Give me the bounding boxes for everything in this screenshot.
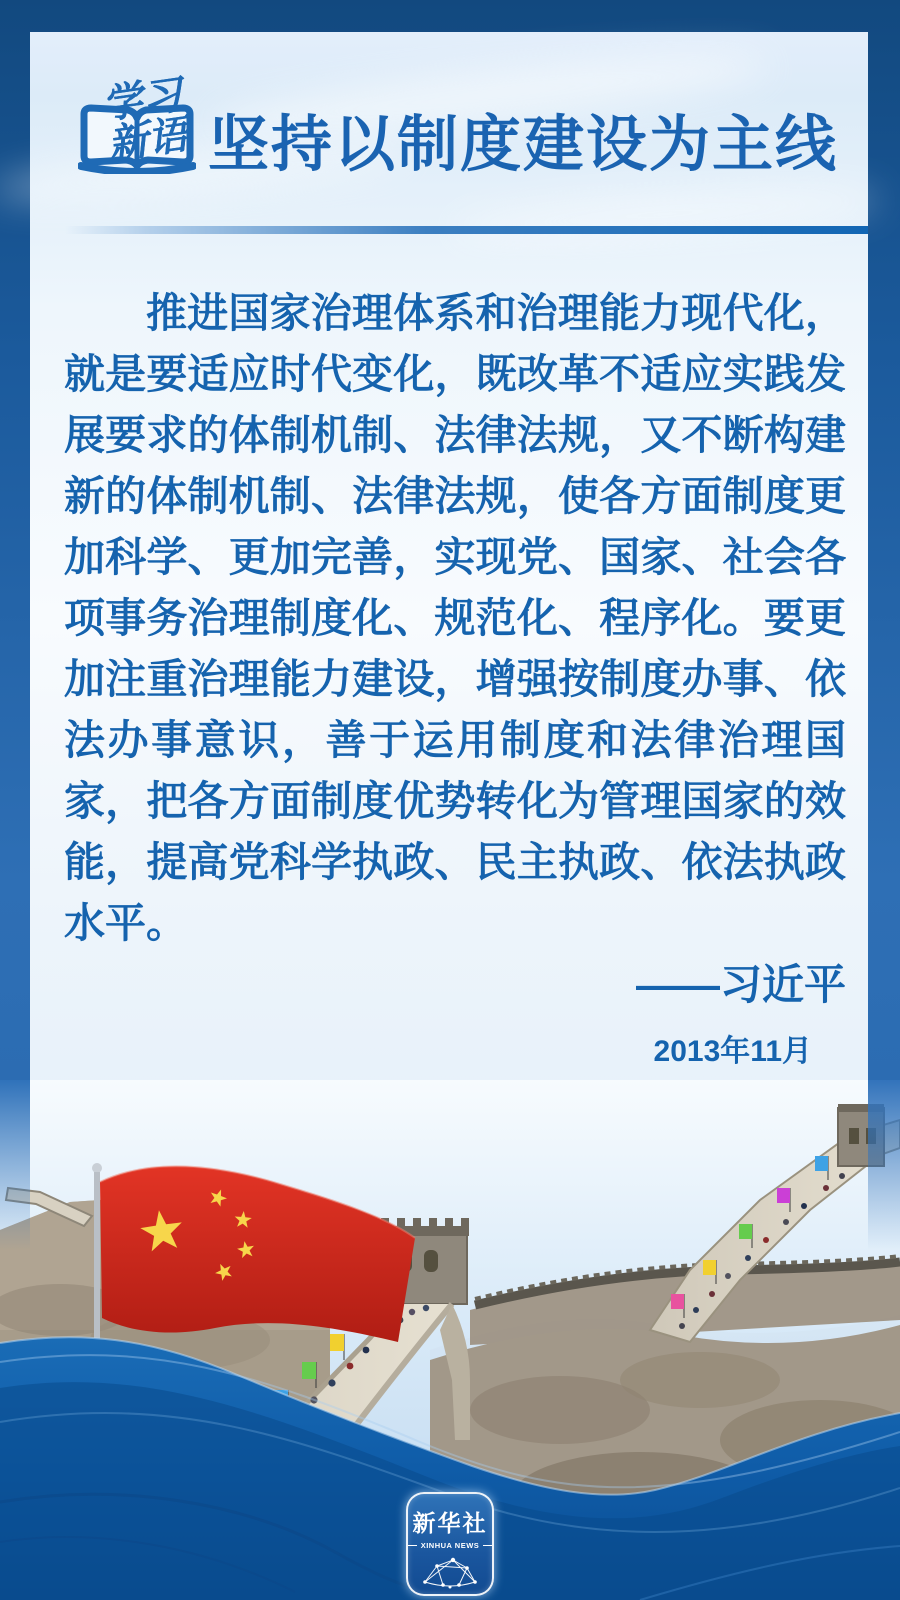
cloud-streak [449,182,880,246]
xinhua-badge-en-row [408,1541,493,1550]
frame-right-fade [868,1080,900,1250]
network-globe-icon [421,1554,479,1590]
xinhua-badge-en: XINHUA NEWS [420,1541,480,1550]
xinhua-badge-cn: 新华社 [412,1510,488,1536]
attribution-author: ——习近平 [635,961,846,1008]
frame-left-fade [0,1080,30,1250]
attribution-date: 2013年11月 [653,1035,812,1068]
brand-logo-text-line1: 学习 [99,72,185,128]
xinhua-badge [406,1492,494,1596]
badge-line-right [483,1545,492,1546]
badge-line-left [408,1545,417,1546]
brand-logo [78,72,196,198]
quote-text: 推进国家治理体系和治理能力现代化，就是要适应时代变化，既改革不适应实践发展要求的体制机制、法律法规，又不断构建新的体制机制、法律法规，使各方面制度更加科学、更加完善，实现党、国家、社会各项事务治理制度化、规范化、程序化。要更加注重治理能力建设，增强按制度办事、依法办事意识，善于运用制度和法律治理国家，把各方面制度优势转化为管理国家的效能，提高党科学执政、民主执政、依法执政水平。 [64,290,846,946]
brand-logo-text-line2: 新语 [105,112,191,168]
title-divider [65,226,868,234]
page-title: 坚持以制度建设为主线 [208,110,839,178]
